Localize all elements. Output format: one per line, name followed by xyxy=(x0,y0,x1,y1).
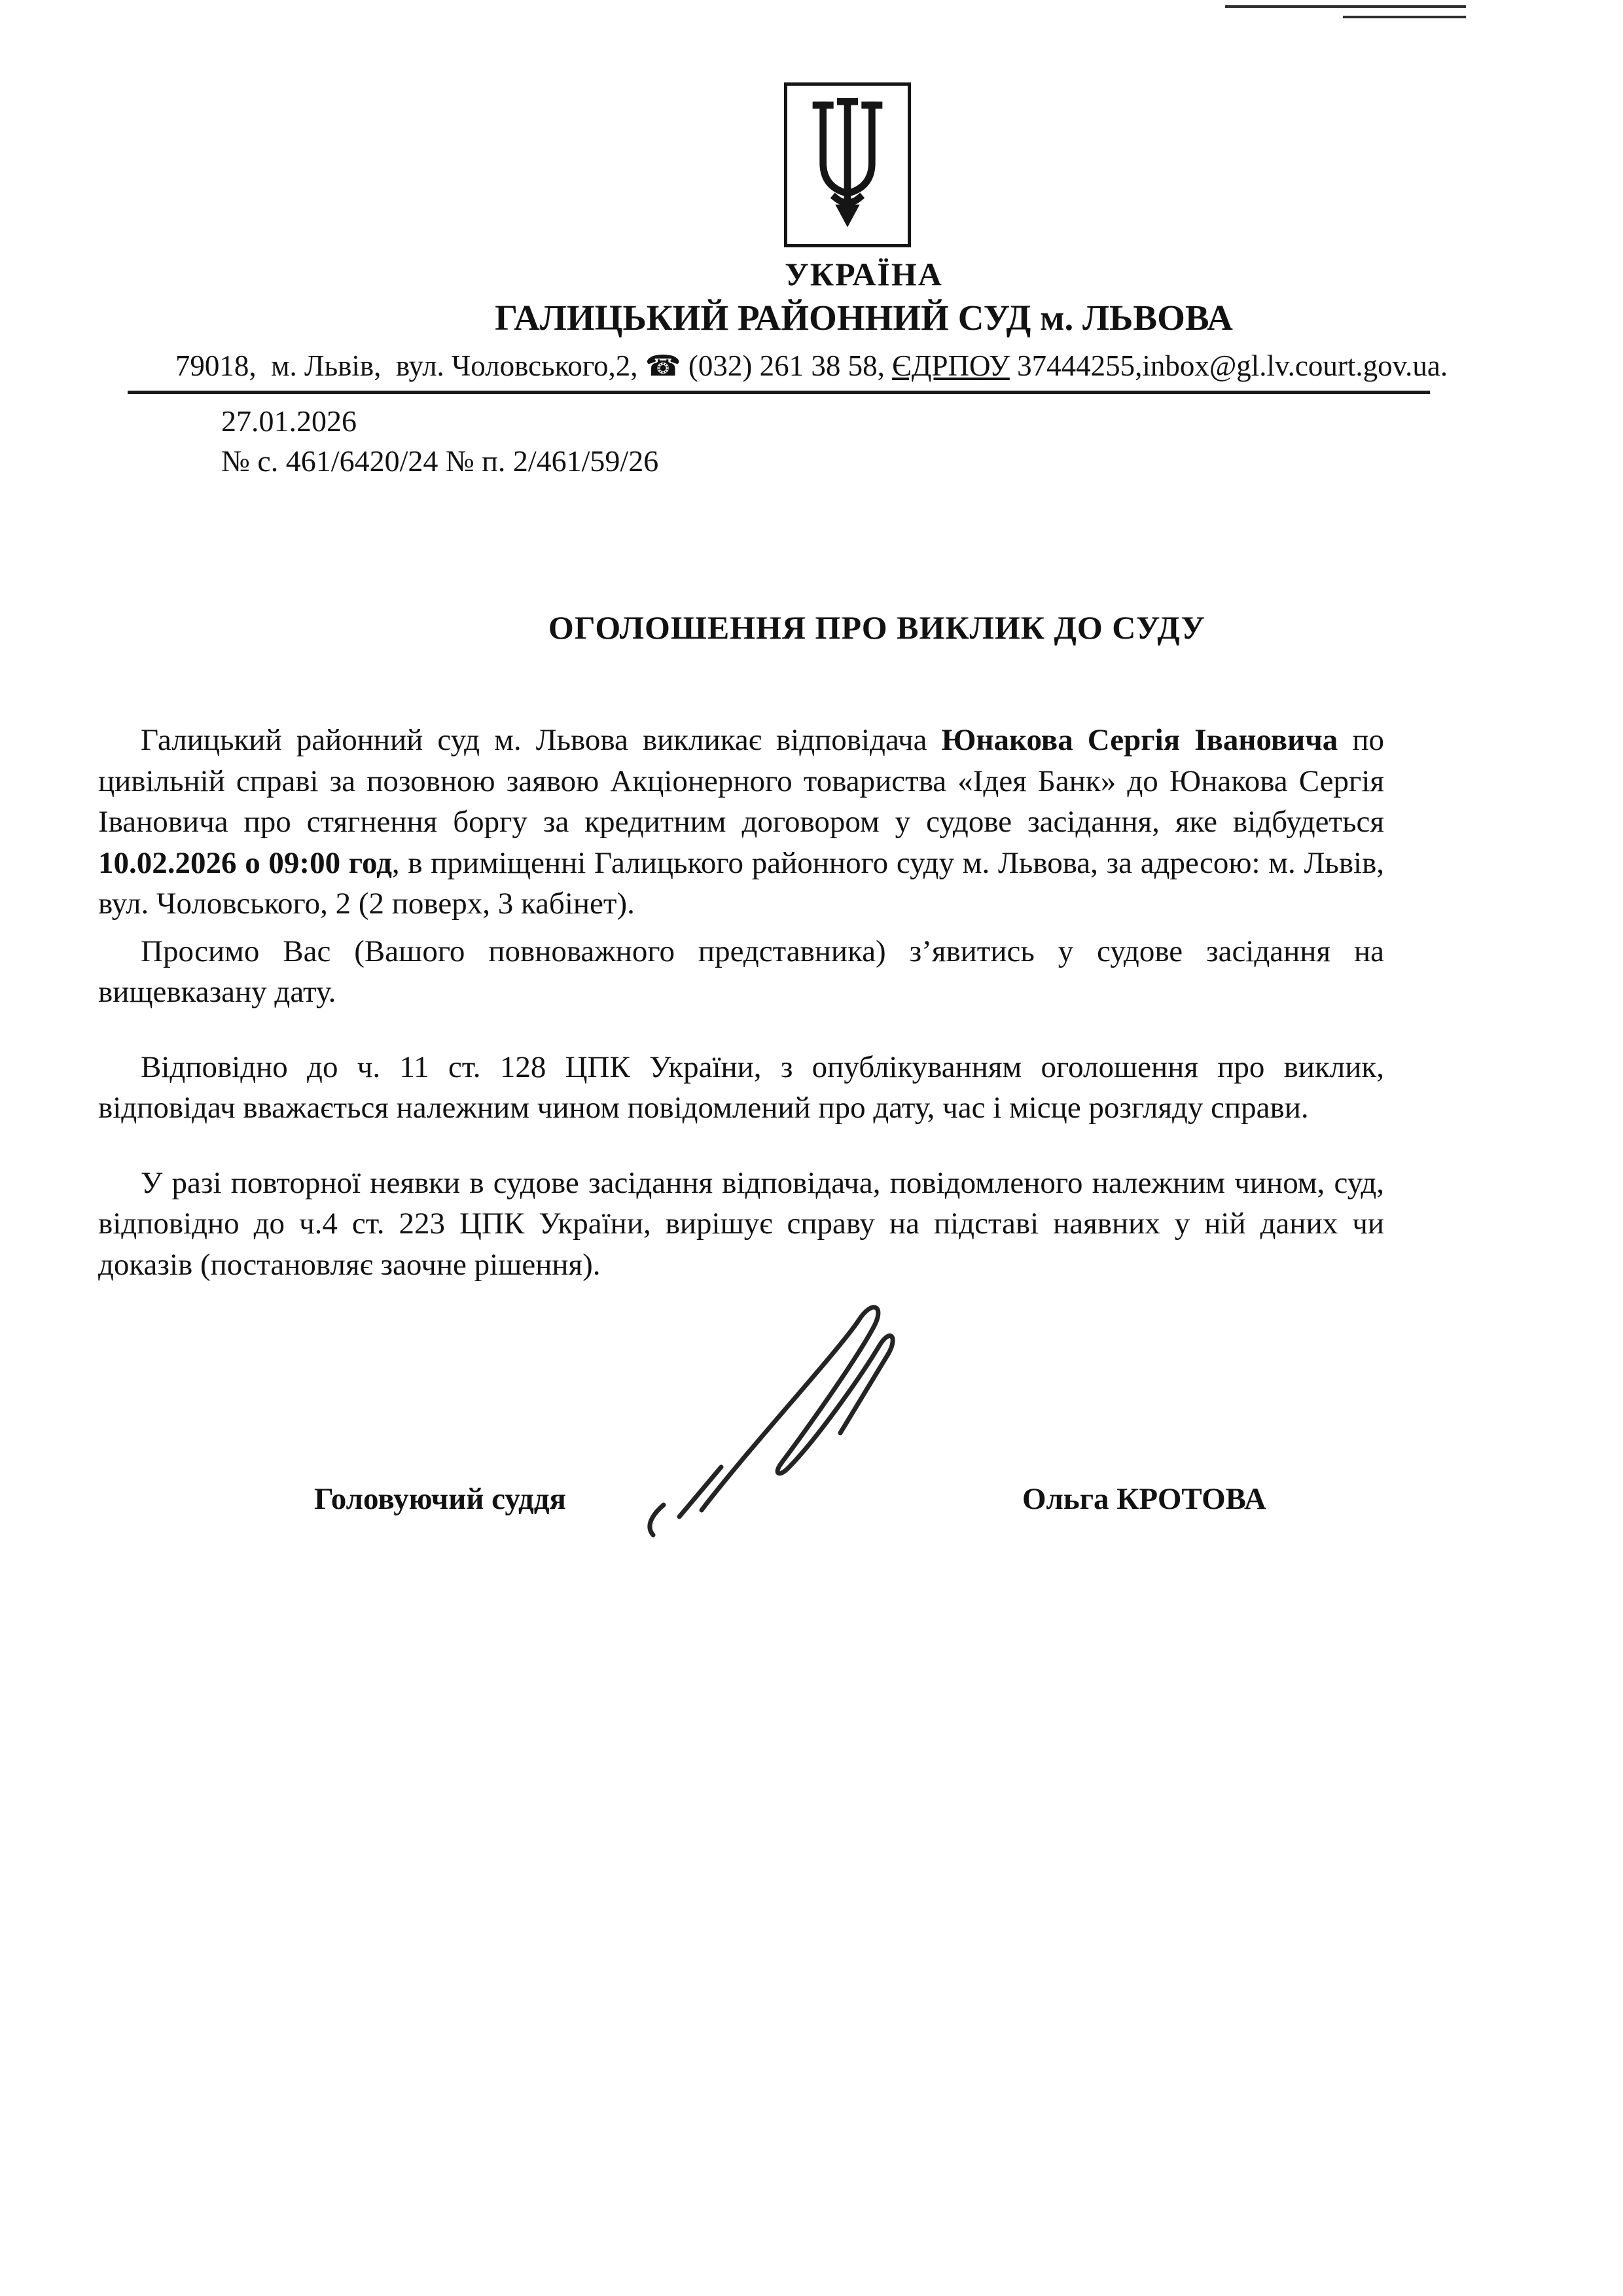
document-title: ОГОЛОШЕННЯ ПРО ВИКЛИК ДО СУДУ xyxy=(548,609,1206,646)
defendant-name: Юнакова Сергія Івановича xyxy=(941,723,1338,758)
phone-number: (032) 261 38 58, xyxy=(681,349,893,382)
document-header xyxy=(0,0,1623,394)
address-text: 79018, м. Львів, вул. Чоловського,2, xyxy=(175,349,645,382)
country-name: УКРАЇНА xyxy=(785,256,943,292)
paragraph-appearance-request: Просимо Вас (Вашого повноважного представника) з’явитись у судове засідання на вищевказану дату. xyxy=(98,934,1384,1010)
phone-icon: ☎ xyxy=(645,349,681,383)
paragraph-legal-notice-223: У разі повторної неявки в судове засідання відповідача, повідомленого належним чином, суд, відповідно до ч.4 ст. 223 ЦПК України, вирішує справу на підставі наявних у ній даних чи доказів (постановляє заочне рішення). xyxy=(98,1165,1384,1282)
case-reference-numbers: № с. 461/6420/24 № п. 2/461/59/26 xyxy=(221,444,659,478)
court-address-line xyxy=(0,349,1623,383)
document-body xyxy=(98,720,1384,1285)
court-email: inbox@gl.lv.court.gov.ua. xyxy=(1142,349,1448,382)
signature-row xyxy=(98,1481,1384,1517)
ukraine-trident-emblem-icon xyxy=(784,82,911,247)
scan-artifact-line xyxy=(1343,16,1466,18)
court-name: ГАЛИЦЬКИЙ РАЙОННИЙ СУД м. ЛЬВОВА xyxy=(495,298,1233,338)
paragraph-legal-notice-128: Відповідно до ч. 11 ст. 128 ЦПК України, з опублікуванням оголошення про виклик, відповідач вважається належним чином повідомлений про дату, час і місце розгляду справи. xyxy=(98,1050,1384,1125)
summons-text: по цивільній справі за позовною заявою Акціонерного товариства «Ідея Банк» до Юнакова Сергія Івановича про стягнення боргу за кредитним договором у судове засідання, яке відбудеться xyxy=(98,723,1384,839)
document-meta xyxy=(221,402,1623,481)
summons-text: Галицький районний суд м. Львова викликає відповідача xyxy=(141,723,942,758)
hearing-datetime: 10.02.2026 о 09:00 год xyxy=(98,845,392,880)
header-divider xyxy=(128,391,1430,394)
handwritten-signature-icon xyxy=(641,1292,955,1547)
scan-artifact-line xyxy=(1225,5,1466,8)
judge-name: Ольга КРОТОВА xyxy=(1022,1482,1266,1517)
edrpou-number: 37444255, xyxy=(1009,349,1143,382)
edrpou-label: ЄДРПОУ xyxy=(892,349,1010,382)
document-date: 27.01.2026 xyxy=(221,404,357,438)
summons-text: , в приміщенні Галицького районного суду м. Львова, за адресою: м. Львів, вул. Чоловського, 2 (2 поверх, 3 кабінет). xyxy=(98,845,1385,921)
judge-role-label: Головуючий суддя xyxy=(314,1482,566,1517)
paragraph-summons xyxy=(98,720,1384,925)
